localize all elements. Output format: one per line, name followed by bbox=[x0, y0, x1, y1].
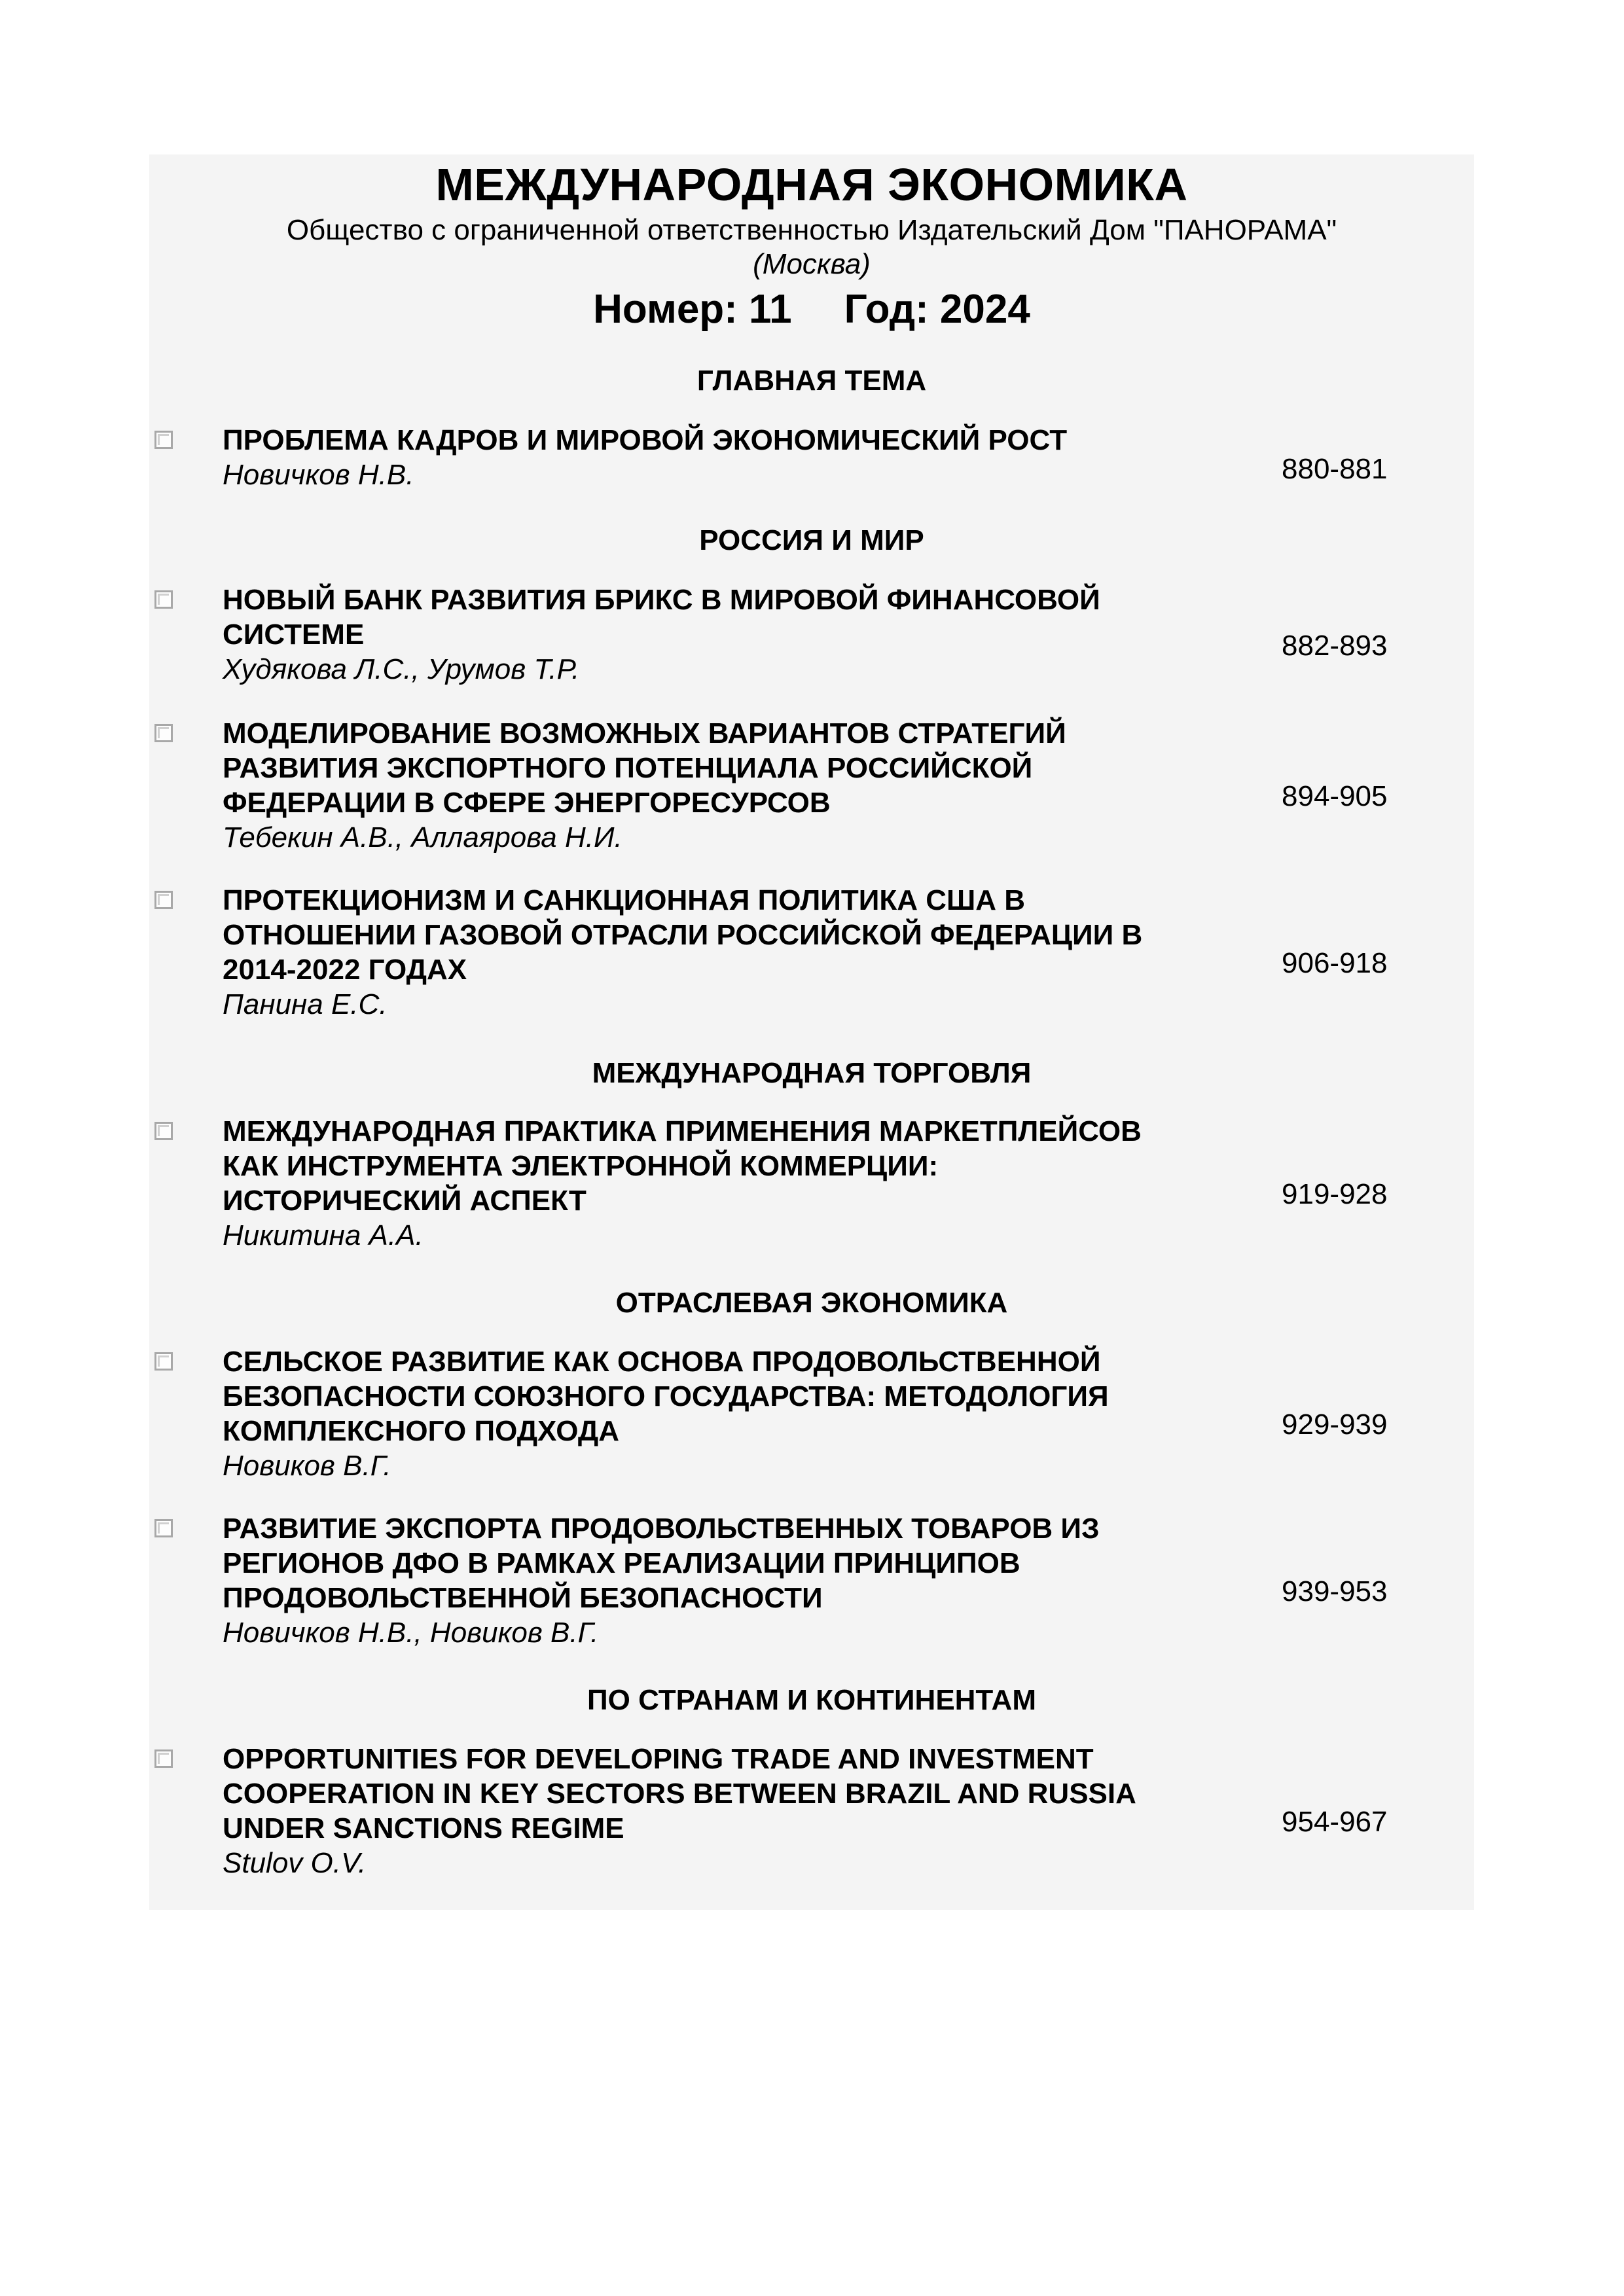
article-title-line: ПРОБЛЕМА КАДРОВ И МИРОВОЙ ЭКОНОМИЧЕСКИЙ РОСТ bbox=[223, 424, 1068, 456]
article-pages: 919-928 bbox=[1282, 1178, 1388, 1210]
select-checkbox[interactable] bbox=[154, 431, 173, 449]
article-title-line: UNDER SANCTIONS REGIME bbox=[223, 1812, 624, 1844]
article-title-line: СЕЛЬСКОЕ РАЗВИТИЕ КАК ОСНОВА ПРОДОВОЛЬСТВЕННОЙ bbox=[223, 1346, 1101, 1378]
article-authors: Панина Е.С. bbox=[223, 988, 388, 1020]
article-title[interactable] bbox=[223, 583, 1270, 652]
journal-title: МЕЖДУНАРОДНАЯ ЭКОНОМИКА bbox=[435, 159, 1188, 210]
article-pages: 929-939 bbox=[1282, 1408, 1388, 1441]
select-checkbox[interactable] bbox=[154, 1122, 173, 1140]
article-title-line: МЕЖДУНАРОДНАЯ ПРАКТИКА ПРИМЕНЕНИЯ МАРКЕТПЛЕЙСОВ bbox=[223, 1115, 1142, 1147]
article-title[interactable] bbox=[223, 1511, 1270, 1615]
article-pages: 882-893 bbox=[1282, 630, 1388, 662]
article-title-line: OPPORTUNITIES FOR DEVELOPING TRADE AND INVESTMENT bbox=[223, 1743, 1094, 1775]
select-checkbox[interactable] bbox=[154, 590, 173, 609]
section-title: МЕЖДУНАРОДНАЯ ТОРГОВЛЯ bbox=[592, 1057, 1032, 1089]
article-title-line: ОТНОШЕНИИ ГАЗОВОЙ ОТРАСЛИ РОССИЙСКОЙ ФЕДЕРАЦИИ В bbox=[223, 919, 1143, 951]
issue-info bbox=[149, 284, 1474, 335]
article-title-line: ИСТОРИЧЕСКИЙ АСПЕКТ bbox=[223, 1185, 586, 1217]
article-title-line: НОВЫЙ БАНК РАЗВИТИЯ БРИКС В МИРОВОЙ ФИНАНСОВОЙ bbox=[223, 584, 1100, 616]
publisher-name: Общество с ограниченной ответственностью Издательский Дом "ПАНОРАМА" bbox=[286, 214, 1337, 246]
publisher-city: (Москва) bbox=[753, 248, 871, 280]
issue-number: Номер: 11 bbox=[593, 287, 792, 332]
article-title-line: ФЕДЕРАЦИИ В СФЕРЕ ЭНЕРГОРЕСУРСОВ bbox=[223, 787, 831, 819]
article-pages: 894-905 bbox=[1282, 780, 1388, 812]
section-title: ОТРАСЛЕВАЯ ЭКОНОМИКА bbox=[615, 1287, 1008, 1319]
select-checkbox[interactable] bbox=[154, 1749, 173, 1768]
article-pages: 906-918 bbox=[1282, 947, 1388, 979]
article-title[interactable] bbox=[223, 883, 1270, 987]
article-title-line: КОМПЛЕКСНОГО ПОДХОДА bbox=[223, 1415, 620, 1447]
article-authors: Никитина А.А. bbox=[223, 1219, 424, 1251]
article-pages: 939-953 bbox=[1282, 1575, 1388, 1607]
article-pages: 954-967 bbox=[1282, 1806, 1388, 1838]
article-pages: 880-881 bbox=[1282, 453, 1388, 485]
article-authors: Новичков Н.В., Новиков В.Г. bbox=[223, 1617, 599, 1649]
select-checkbox[interactable] bbox=[154, 1519, 173, 1537]
article-title-line: РАЗВИТИЕ ЭКСПОРТА ПРОДОВОЛЬСТВЕННЫХ ТОВАРОВ ИЗ bbox=[223, 1513, 1100, 1545]
article-authors: Тебекин А.В., Аллаярова Н.И. bbox=[223, 821, 623, 853]
article-title-line: РАЗВИТИЯ ЭКСПОРТНОГО ПОТЕНЦИАЛА РОССИЙСКОЙ bbox=[223, 752, 1033, 784]
article-title-line: ПРОДОВОЛЬСТВЕННОЙ БЕЗОПАСНОСТИ bbox=[223, 1582, 823, 1614]
select-checkbox[interactable] bbox=[154, 891, 173, 909]
section-title: РОССИЯ И МИР bbox=[699, 524, 924, 556]
article-title-line: КАК ИНСТРУМЕНТА ЭЛЕКТРОННОЙ КОММЕРЦИИ: bbox=[223, 1150, 939, 1182]
article-title-line: МОДЕЛИРОВАНИЕ ВОЗМОЖНЫХ ВАРИАНТОВ СТРАТЕГИЙ bbox=[223, 717, 1066, 749]
select-checkbox[interactable] bbox=[154, 724, 173, 742]
article-title[interactable] bbox=[223, 1344, 1270, 1448]
article-title-line: СИСТЕМЕ bbox=[223, 619, 365, 651]
article-authors: Худякова Л.С., Урумов Т.Р. bbox=[223, 653, 580, 685]
article-authors: Stulov O.V. bbox=[223, 1847, 367, 1879]
article-title-line: БЕЗОПАСНОСТИ СОЮЗНОГО ГОСУДАРСТВА: МЕТОДОЛОГИЯ bbox=[223, 1380, 1109, 1412]
article-title-line: ПРОТЕКЦИОНИЗМ И САНКЦИОННАЯ ПОЛИТИКА США В bbox=[223, 884, 1026, 916]
table-of-contents-panel bbox=[149, 154, 1474, 1910]
section-title: ГЛАВНАЯ ТЕМА bbox=[696, 365, 927, 397]
article-title[interactable] bbox=[223, 423, 1270, 457]
article-authors: Новичков Н.В. bbox=[223, 459, 414, 491]
select-checkbox[interactable] bbox=[154, 1352, 173, 1371]
issue-year: Год: 2024 bbox=[844, 287, 1030, 332]
article-title-line: 2014-2022 ГОДАХ bbox=[223, 954, 467, 986]
article-title-line: РЕГИОНОВ ДФО В РАМКАХ РЕАЛИЗАЦИИ ПРИНЦИПОВ bbox=[223, 1547, 1020, 1579]
article-title[interactable] bbox=[223, 716, 1270, 820]
article-authors: Новиков В.Г. bbox=[223, 1450, 391, 1482]
article-title[interactable] bbox=[223, 1742, 1270, 1846]
article-title-line: COOPERATION IN KEY SECTORS BETWEEN BRAZIL AND RUSSIA bbox=[223, 1778, 1136, 1810]
section-title: ПО СТРАНАМ И КОНТИНЕНТАМ bbox=[587, 1684, 1036, 1716]
article-title[interactable] bbox=[223, 1114, 1270, 1218]
